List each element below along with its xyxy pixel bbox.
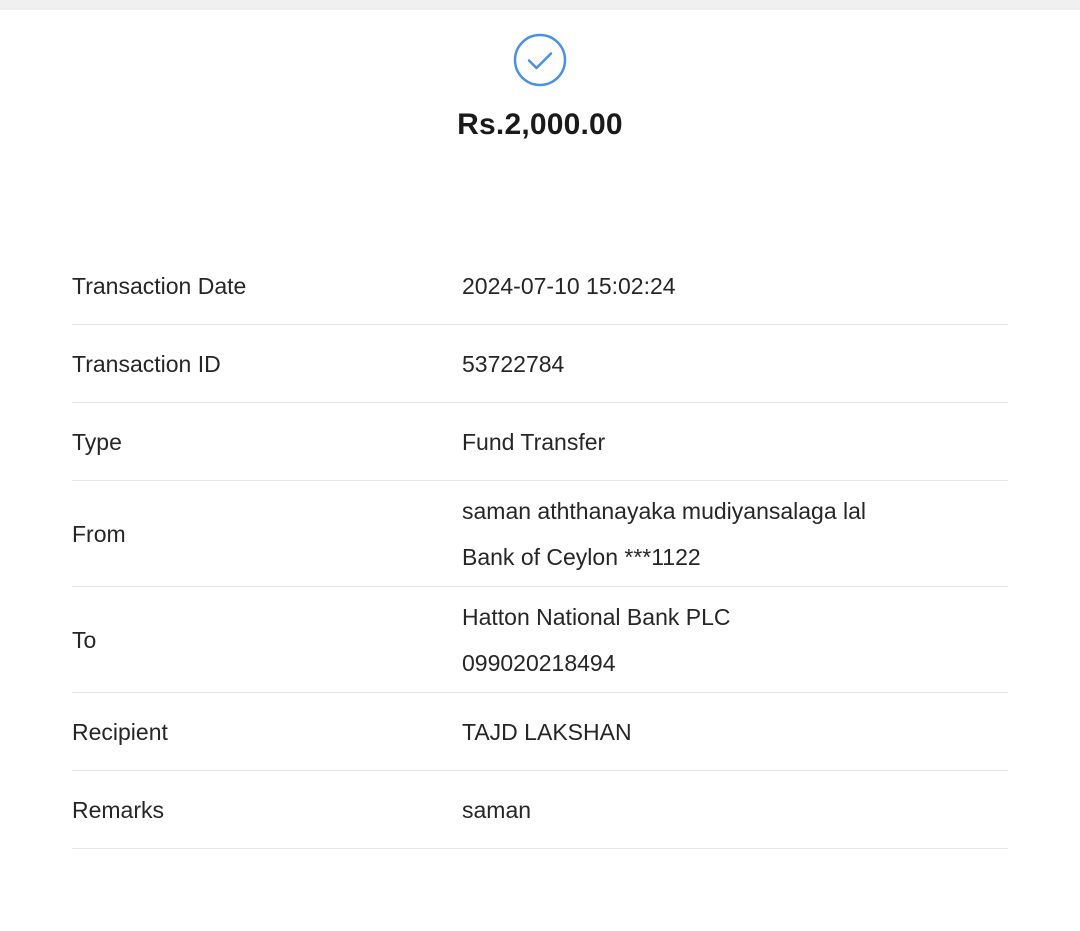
detail-value-recipient xyxy=(462,709,1008,755)
check-circle-icon xyxy=(512,32,568,88)
detail-value-transaction-id xyxy=(462,341,1008,387)
detail-value-line: Bank of Ceylon ***1122 xyxy=(462,543,701,570)
detail-row-transaction-id xyxy=(72,325,1008,403)
detail-value-line: Hatton National Bank PLC xyxy=(462,603,731,630)
detail-row-from xyxy=(72,481,1008,587)
top-strip xyxy=(0,0,1080,10)
detail-row-recipient xyxy=(72,693,1008,771)
detail-row-transaction-date xyxy=(72,247,1008,325)
detail-label-transaction-date: Transaction Date xyxy=(72,272,247,299)
detail-row-type xyxy=(72,403,1008,481)
detail-value-line: 099020218494 xyxy=(462,649,616,676)
detail-label-type: Type xyxy=(72,428,122,455)
detail-value-remarks xyxy=(462,787,1008,833)
detail-value-to xyxy=(462,594,1008,686)
detail-value-from xyxy=(462,488,1008,580)
detail-value-line: 53722784 xyxy=(462,350,565,377)
detail-value-line: Fund Transfer xyxy=(462,428,606,455)
amount-text: Rs.2,000.00 xyxy=(457,108,623,141)
detail-value-line: TAJD LAKSHAN xyxy=(462,718,632,745)
status-block xyxy=(0,10,1080,142)
detail-row-to xyxy=(72,587,1008,693)
detail-value-line: saman aththanayaka mudiyansalaga lal xyxy=(462,497,867,524)
detail-value-line: 2024-07-10 15:02:24 xyxy=(462,272,676,299)
detail-label-from: From xyxy=(72,520,126,547)
detail-value-line: saman xyxy=(462,796,532,823)
detail-label-transaction-id: Transaction ID xyxy=(72,350,221,377)
detail-label-recipient: Recipient xyxy=(72,718,168,745)
detail-value-transaction-date xyxy=(462,263,1008,309)
detail-row-remarks xyxy=(72,771,1008,849)
transaction-details-list xyxy=(0,247,1080,849)
detail-label-remarks: Remarks xyxy=(72,796,165,823)
detail-label-to: To xyxy=(72,626,97,653)
detail-value-type xyxy=(462,419,1008,465)
